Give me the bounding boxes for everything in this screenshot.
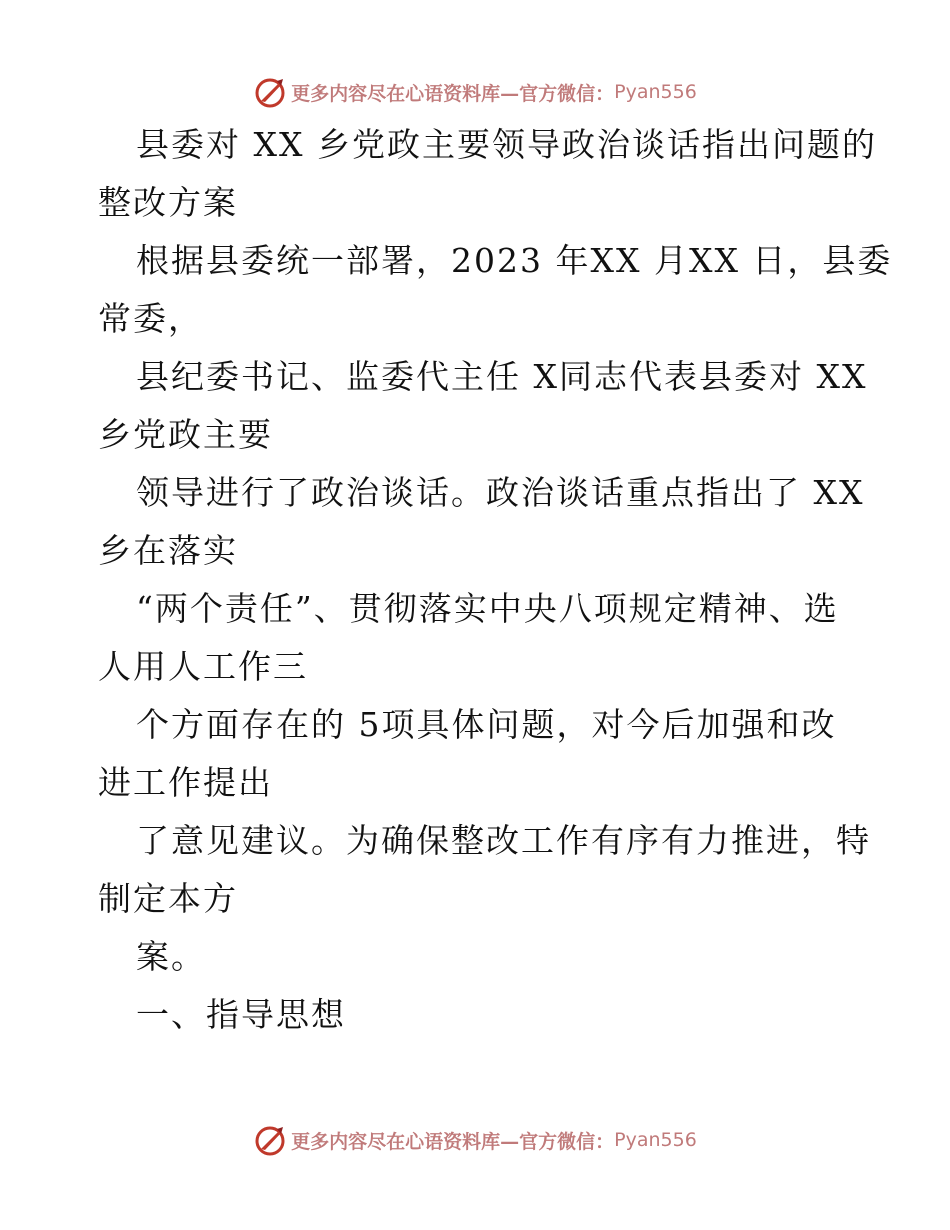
paragraph-line: 进工作提出 (98, 763, 273, 802)
watermark-header (0, 72, 950, 112)
watermark-wechat-id: Pyan556 (614, 1129, 697, 1151)
watermark-text: 更多内容尽在心语资料库—官方微信： (291, 1130, 615, 1153)
watermark-wechat-id: Pyan556 (614, 81, 697, 103)
paragraph-line: 制定本方 (98, 879, 238, 918)
paragraph-line: 根据县委统一部署，2023 年XX 月XX 日，县委 (136, 241, 893, 280)
title-line-1: 县委对 XX 乡党政主要领导政治谈话指出问题的 (136, 125, 877, 164)
section-heading: 一、指导思想 (136, 995, 346, 1034)
paragraph-line: 乡党政主要 (98, 415, 273, 454)
paragraph-line: 个方面存在的 5项具体问题，对今后加强和改 (136, 705, 837, 744)
quill-logo-icon (253, 75, 287, 109)
watermark-footer (0, 1120, 950, 1160)
quill-logo-icon (253, 1123, 287, 1157)
paragraph-line: “两个责任”、贯彻落实中央八项规定精神、选 (136, 589, 839, 628)
paragraph-line: 了意见建议。为确保整改工作有序有力推进，特 (136, 821, 871, 860)
watermark-text: 更多内容尽在心语资料库—官方微信： (291, 82, 615, 105)
document-body (98, 116, 893, 1044)
title-line-2: 整改方案 (98, 183, 238, 222)
paragraph-line: 人用人工作三 (98, 647, 308, 686)
paragraph-line: 案。 (136, 937, 206, 976)
paragraph-line: 常委， (98, 299, 203, 338)
paragraph-line: 乡在落实 (98, 531, 238, 570)
paragraph-line: 领导进行了政治谈话。政治谈话重点指出了 XX (136, 473, 865, 512)
paragraph-line: 县纪委书记、监委代主任 X同志代表县委对 XX (136, 357, 868, 396)
